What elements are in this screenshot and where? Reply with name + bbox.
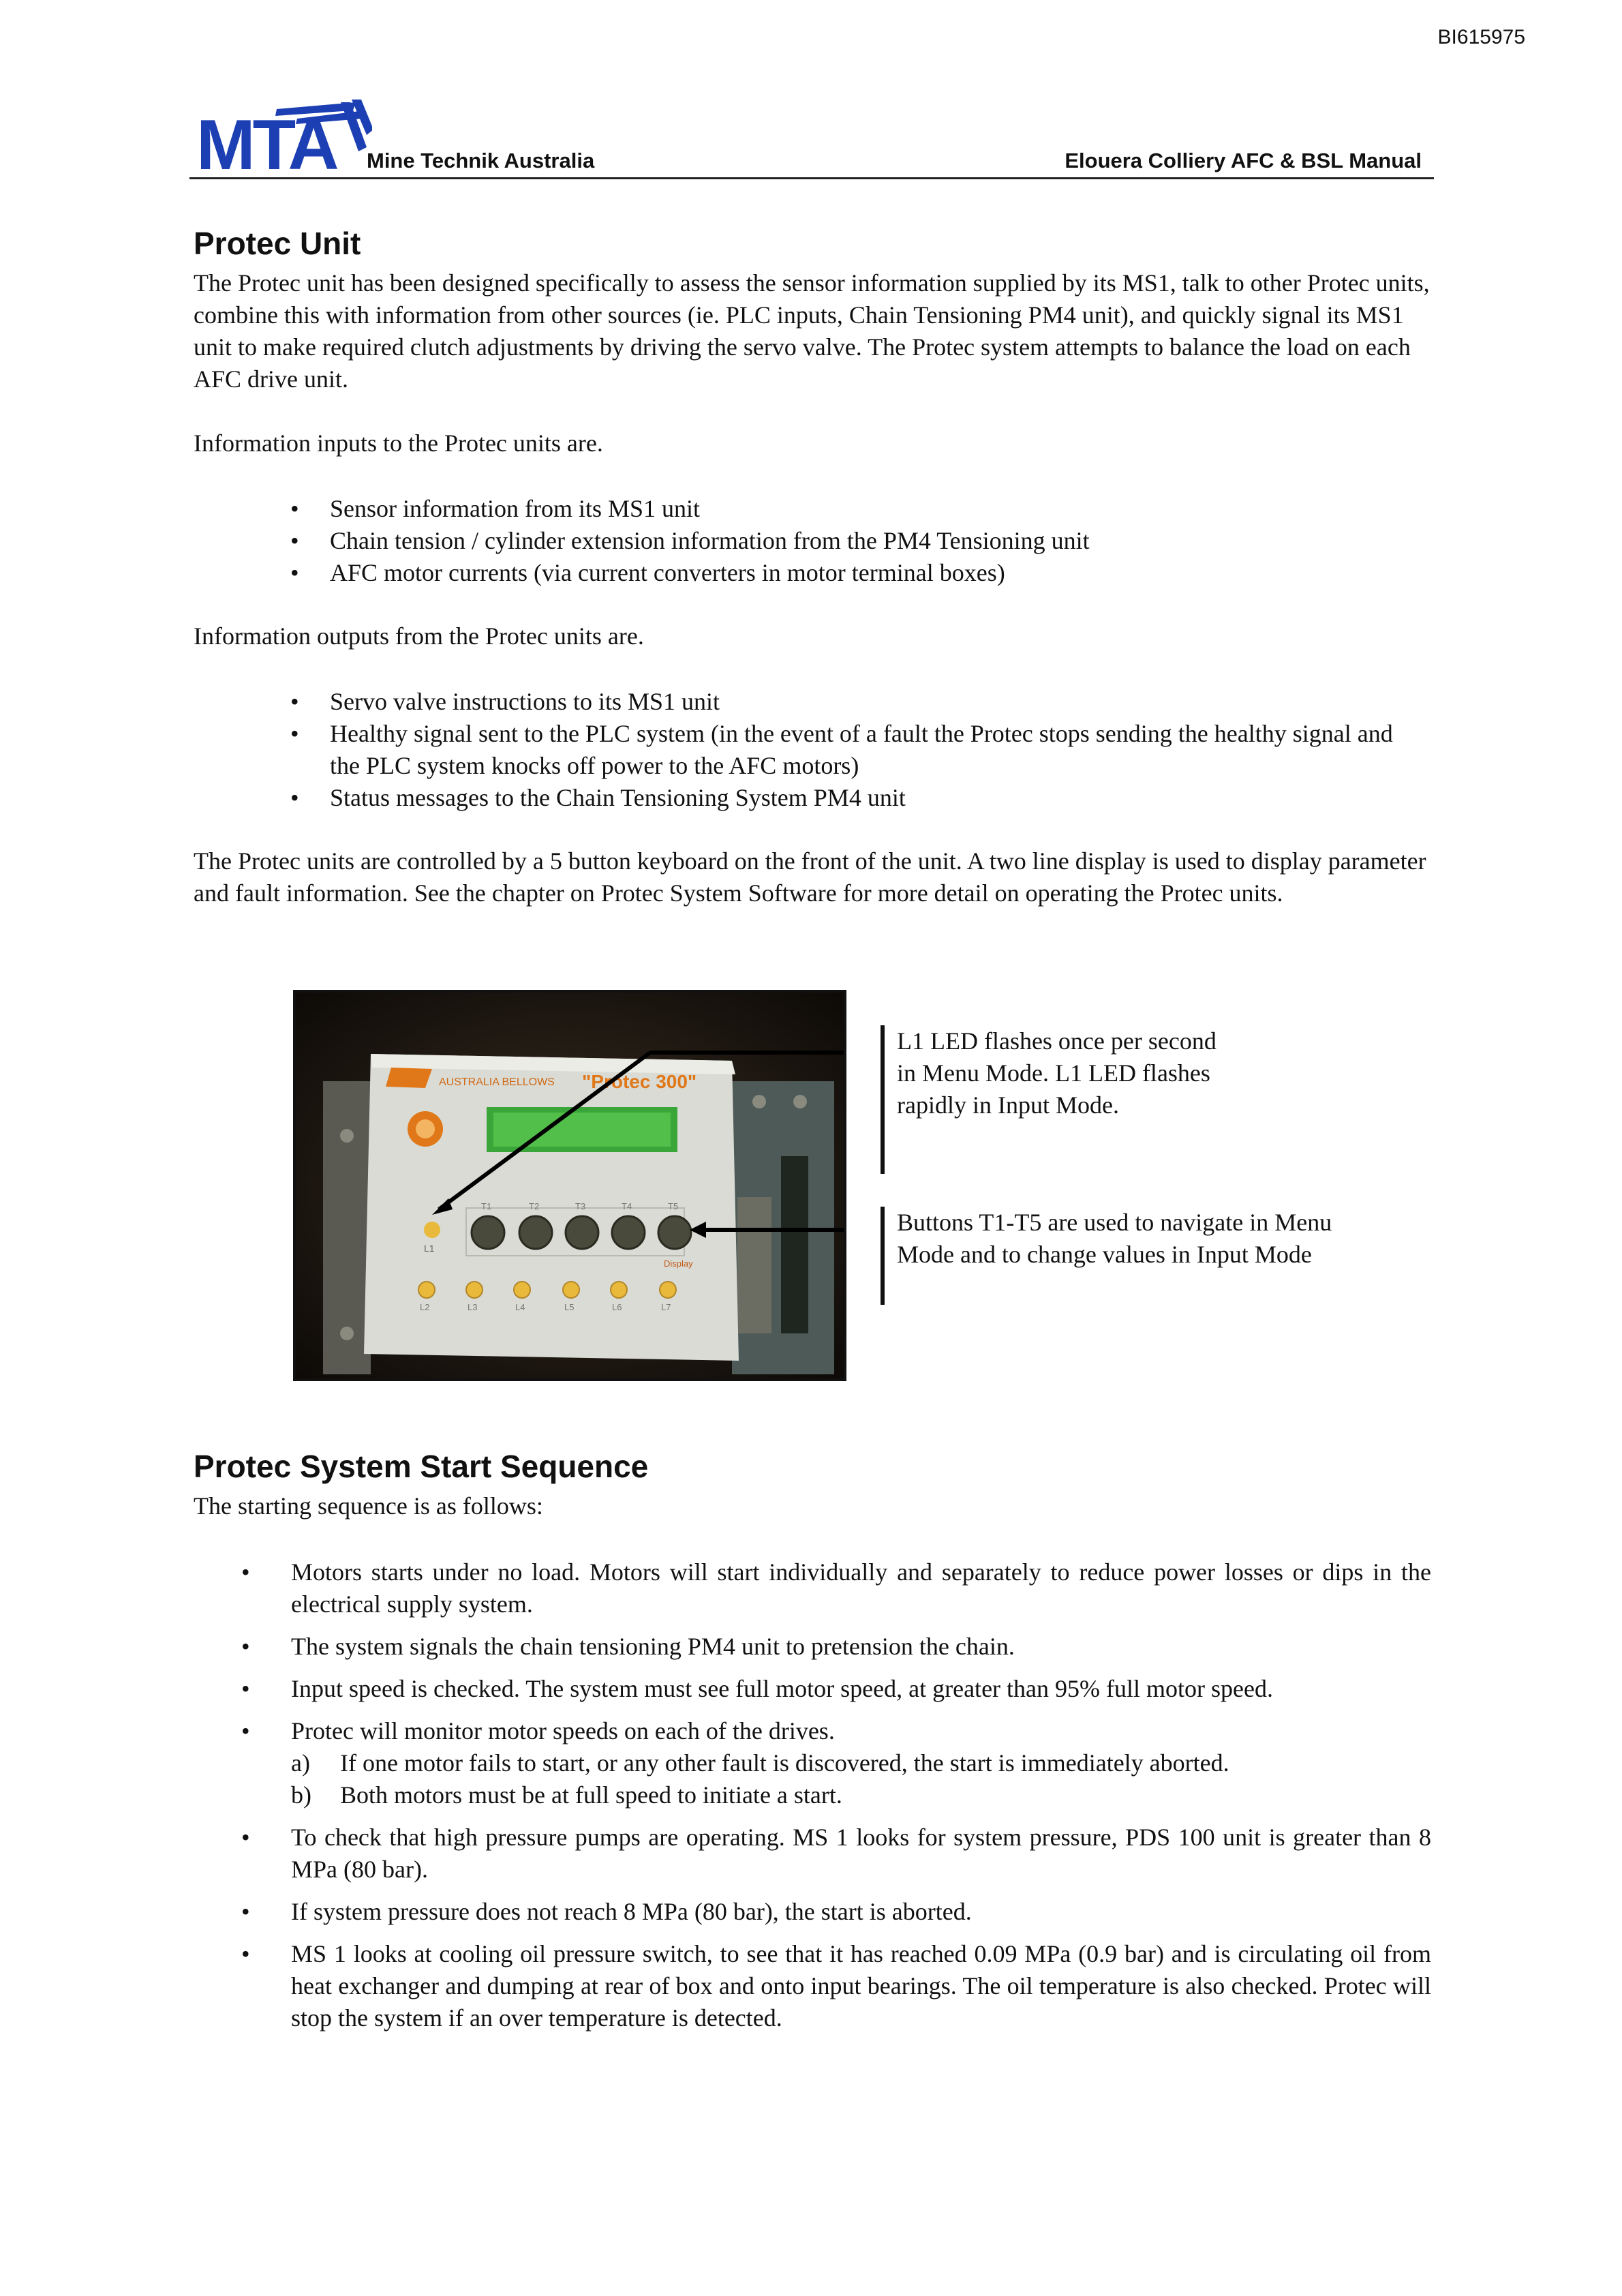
intro-paragraph: The starting sequence is as follows:	[194, 1492, 543, 1520]
button-t2-label: T2	[529, 1201, 540, 1211]
mta-logo	[195, 100, 372, 172]
sub-list	[291, 1747, 1431, 1811]
list-item: • MS 1 looks at cooling oil pressure switch, to see that it has reached 0.09 MPa (0.9 bar) and is circulating oil from heat exchanger and dumping at rear of box and onto input bearings. The oil temperature is also checked. Protec will stop the system if an over temperature is detected.	[194, 1938, 1431, 2034]
company-name: Mine Technik Australia	[367, 149, 595, 172]
list-item: • The system signals the chain tensioning PM4 unit to pretension the chain.	[194, 1631, 1431, 1663]
manual-title: Elouera Colliery AFC & BSL Manual	[1065, 149, 1422, 172]
sub-list-item	[291, 1779, 1431, 1811]
button-t1-label: T1	[481, 1201, 492, 1211]
sub-text: Both motors must be at full speed to initiate a start.	[340, 1781, 842, 1809]
led-l5-label: L5	[564, 1302, 575, 1312]
display-button-label: Display	[664, 1258, 693, 1269]
button-t3-label: T3	[575, 1201, 586, 1211]
inputs-list	[194, 493, 1433, 589]
list-item: • Status messages to the Chain Tensioning System PM4 unit	[194, 782, 1405, 814]
outputs-heading: Information outputs from the Protec units are.	[194, 622, 644, 650]
sub-marker: b)	[291, 1781, 311, 1809]
callout-buttons: Buttons T1-T5 are used to navigate in Menu Mode and to change values in Input Mode	[881, 1207, 1347, 1305]
list-item: • AFC motor currents (via current converters in motor terminal boxes)	[194, 557, 1433, 589]
svg-text:MTA: MTA	[196, 106, 337, 172]
page-header	[189, 95, 1434, 179]
outputs-list	[194, 686, 1433, 814]
unit-model-label: "Protec 300"	[582, 1071, 697, 1092]
button-t5-label: T5	[668, 1201, 679, 1211]
led-l7-label: L7	[661, 1302, 671, 1312]
section-start-sequence	[194, 1448, 1433, 2044]
list-item: • To check that high pressure pumps are operating. MS 1 looks for system pressure, PDS 100 unit is greater than 8 MPa (80 bar).	[194, 1822, 1431, 1886]
list-item-text: Protec will monitor motor speeds on each of the drives.	[291, 1717, 835, 1744]
list-item: • Healthy signal sent to the PLC system (in the event of a fault the Protec stops sending the healthy signal and the PLC system knocks off power to the AFC motors)	[194, 718, 1405, 782]
list-item: • Servo valve instructions to its MS1 unit	[194, 686, 1405, 718]
unit-brand-label: AUSTRALIA BELLOWS	[439, 1076, 555, 1088]
section-title: Protec Unit	[194, 226, 361, 261]
control-paragraph: The Protec units are controlled by a 5 button keyboard on the front of the unit. A two line display is used to display parameter and fault information. See the chapter on Protec System Software for more detail on operating the Protec units.	[194, 847, 1426, 907]
section-title: Protec System Start Sequence	[194, 1449, 649, 1484]
list-item: • Motors starts under no load. Motors will start individually and separately to reduce power losses or dips in the electrical supply system.	[194, 1556, 1431, 1620]
list-item: • Chain tension / cylinder extension information from the PM4 Tensioning unit	[194, 525, 1433, 557]
led-l4-label: L4	[515, 1302, 525, 1312]
list-item: • Sensor information from its MS1 unit	[194, 493, 1433, 525]
list-item: • Input speed is checked. The system must see full motor speed, at greater than 95% full motor speed.	[194, 1673, 1431, 1705]
led-l3-label: L3	[468, 1302, 478, 1312]
protec-unit-photo	[293, 990, 846, 1381]
callout-led: L1 LED flashes once per second in Menu Mode. L1 LED flashes rapidly in Input Mode.	[881, 1025, 1217, 1174]
led-l2-label: L2	[420, 1302, 430, 1312]
sequence-list	[194, 1556, 1431, 2034]
sub-list-item	[291, 1747, 1431, 1779]
sub-text: If one motor fails to start, or any other fault is discovered, the start is immediately aborted.	[340, 1749, 1229, 1777]
list-item	[194, 1715, 1431, 1811]
led-l6-label: L6	[612, 1302, 622, 1312]
button-t4-label: T4	[622, 1201, 632, 1211]
intro-paragraph: The Protec unit has been designed specifically to assess the sensor information supplied by its MS1, talk to other Protec units, combine this with information from other sources (ie. PLC inputs, Chain Tensioning PM4 unit), and quickly signal its MS1 unit to make required clutch adjustments by driving the servo valve. The Protec system attempts to balance the load on each AFC drive unit.	[194, 269, 1430, 393]
inputs-heading: Information inputs to the Protec units are.	[194, 429, 603, 457]
list-item: • If system pressure does not reach 8 MPa (80 bar), the start is aborted.	[194, 1896, 1431, 1928]
document-id: BI615975	[1437, 26, 1525, 48]
led-l1-label: L1	[424, 1243, 435, 1254]
section-protec-unit	[194, 225, 1433, 909]
sub-marker: a)	[291, 1749, 310, 1777]
